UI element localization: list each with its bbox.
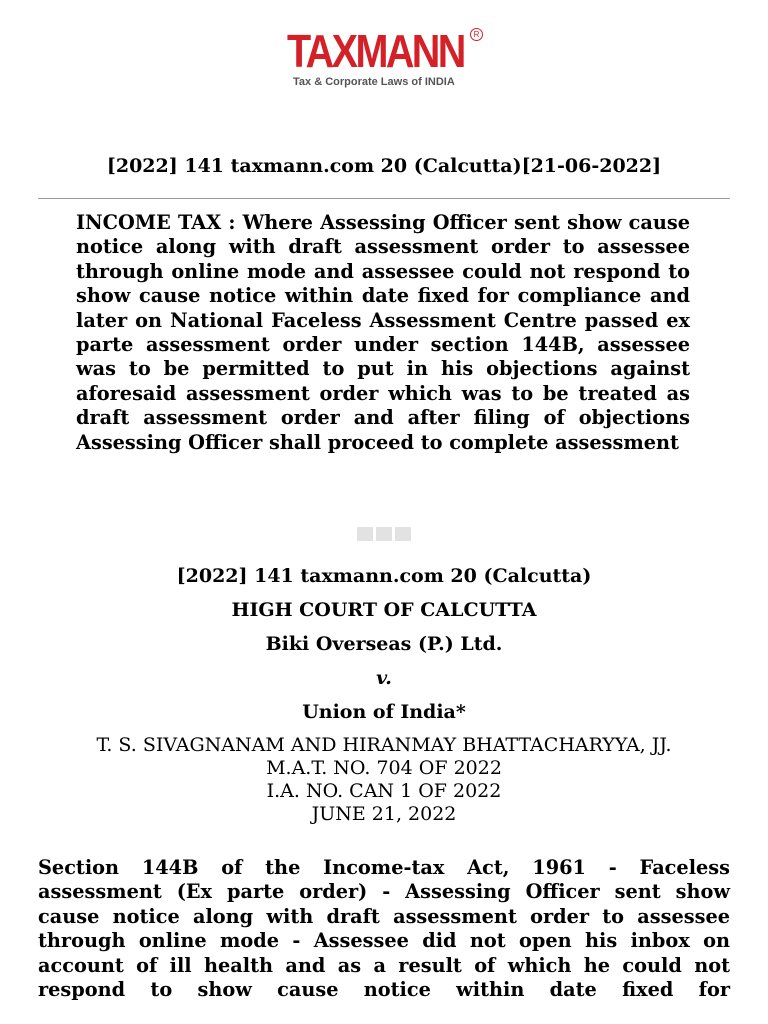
separator-block <box>376 527 392 541</box>
registered-trademark-icon: R <box>470 28 483 41</box>
case-details <box>38 562 730 732</box>
versus-label: v. <box>376 667 392 689</box>
application-number: I.A. NO. CAN 1 OF 2022 <box>266 780 502 802</box>
judgment-date: JUNE 21, 2022 <box>311 803 457 825</box>
case-digest: Section 144B of the Income-tax Act, 1961 - Faceless assessment (Ex parte order) - Assessing Officer sent show cause notice along with draft assessment order to assessee through online mode - Assessee did not open his inbox on account of ill health and as a result of which he could not respond to show cause notice within date fixed for <box>38 856 730 1002</box>
appeal-number: M.A.T. NO. 704 OF 2022 <box>266 757 502 779</box>
case-citation: [2022] 141 taxmann.com 20 (Calcutta) <box>176 565 592 587</box>
respondent-name: Union of India* <box>302 701 466 723</box>
judges: T. S. SIVAGNANAM AND HIRANMAY BHATTACHARYYA, JJ. <box>96 734 672 756</box>
logo-tagline: Tax & Corporate Laws of INDIA <box>293 76 455 88</box>
citation-header: [2022] 141 taxmann.com 20 (Calcutta)[21-06-2022] <box>106 155 662 177</box>
header-divider <box>38 198 730 199</box>
bench-details <box>38 734 730 826</box>
taxmann-logo <box>287 25 487 90</box>
petitioner-name: Biki Overseas (P.) Ltd. <box>265 633 503 655</box>
logo-wordmark: TAXMANN <box>287 25 464 77</box>
court-name: HIGH COURT OF CALCUTTA <box>231 599 537 621</box>
separator-block <box>395 527 411 541</box>
headnote: INCOME TAX : Where Assessing Officer sent show cause notice along with draft assessment order to assessee through online mode and assessee could not respond to show cause notice within date fixed for compliance and later on National Faceless Assessment Centre passed ex parte assessment order under section 144B, assessee was to be permitted to put in his objections against aforesaid assessment order which was to be treated as draft assessment order and after filing of objections Assessing Officer shall proceed to complete assessment <box>76 211 690 454</box>
content-separator <box>357 527 411 541</box>
separator-block <box>357 527 373 541</box>
